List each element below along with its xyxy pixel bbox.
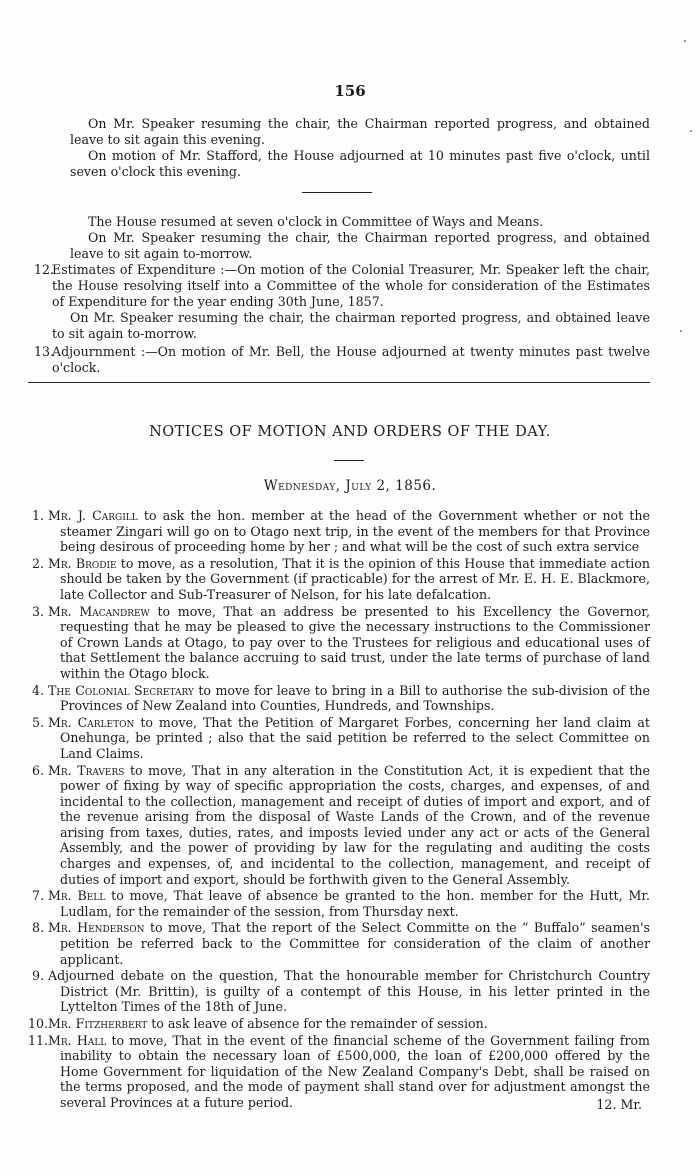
notice-text xyxy=(48,556,650,603)
notice-item xyxy=(28,683,650,714)
sitting-date: Wednesday, July 2, 1856. xyxy=(263,478,437,494)
notice-number: 5. xyxy=(31,714,44,730)
proceedings-part-2 xyxy=(70,214,650,262)
notice-item xyxy=(28,556,650,603)
notice-body: Adjourned debate on the question, That the honourable member for Christchurch Country District (Mr. Brittin), is guilty of a contempt of this House, in his letter printed in the Lyttelton Times of the 18th of June. xyxy=(48,968,650,1015)
notice-item xyxy=(28,763,650,888)
notice-item xyxy=(28,715,650,762)
notice-mover: Mr. Travers xyxy=(48,762,125,778)
section-divider xyxy=(28,382,650,383)
notice-text xyxy=(48,508,650,555)
notice-body: to ask the hon. member at the head of the Government whether or not the steamer Zingari will go on to Otago next trip, in the event of the members for that Province being desirous of proceeding home by her ; and what will be the cost of such extra service xyxy=(60,508,650,555)
scan-speck xyxy=(680,330,682,332)
notice-mover: Mr. Hall xyxy=(48,1032,107,1048)
notice-text xyxy=(48,683,650,714)
notice-text xyxy=(48,1033,650,1111)
notices-list xyxy=(28,508,650,1112)
notice-mover: Mr. Macandrew xyxy=(48,603,150,619)
notice-mover: Mr. Henderson xyxy=(48,920,145,936)
notice-number: 3. xyxy=(31,603,44,619)
notice-number: 10. xyxy=(28,1016,49,1031)
notice-body: to move, That the report of the Select Committe on the “ Buffalo” seamen's petition be referred back to the Committee for consideration of the claim of another applicant. xyxy=(60,920,650,967)
notice-text xyxy=(48,763,650,888)
notice-item xyxy=(28,968,650,1015)
proceedings-part-1 xyxy=(70,116,650,180)
notice-item xyxy=(28,604,650,682)
notice-mover: The Colonial Secretary xyxy=(48,682,194,698)
notice-number: 9. xyxy=(31,968,44,984)
proceedings-paragraph: The House resumed at seven o'clock in Committee of Ways and Means. xyxy=(88,214,544,229)
item-text: Adjournment :—On motion of Mr. Bell, the House adjourned at twenty minutes past twelve o'clock. xyxy=(52,344,650,375)
notice-item xyxy=(28,920,650,967)
catchword: 12. Mr. xyxy=(596,1097,642,1112)
proceedings-paragraph: On Mr. Speaker resuming the chair, the Chairman reported progress, and obtained leave to sit again this evening. xyxy=(70,116,650,147)
notice-body: to ask leave of absence for the remainder of session. xyxy=(147,1016,488,1031)
notice-body: to move, That the Petition of Margaret Forbes, concerning her land claim at Onehunga, be printed ; also that the said petition be referred to the select Committee on Land Claims. xyxy=(60,714,650,761)
notice-text xyxy=(48,604,650,682)
notice-mover: Mr. J. Cargill xyxy=(48,508,138,523)
notice-mover: Mr. Carleton xyxy=(48,714,135,730)
notice-body: to move, as a resolution, That it is the opinion of this House that immediate action should be taken by the Government (if practicable) for the arrest of Mr. E. H. E. Blackmore, late Collector and Sub-Treasurer of Nelson, for his late defalcation. xyxy=(60,555,650,602)
notice-item xyxy=(28,1016,650,1032)
notice-body: to move for leave to bring in a Bill to authorise the sub-division of the Provinces of New Zealand into Counties, Hundreds, and Townships. xyxy=(60,682,650,714)
section-rule xyxy=(302,192,372,193)
notice-number: 6. xyxy=(31,762,44,778)
notices-heading: NOTICES OF MOTION AND ORDERS OF THE DAY. xyxy=(149,424,551,440)
notice-number: 7. xyxy=(31,888,44,904)
notice-text xyxy=(48,888,650,919)
proceedings-item-12 xyxy=(30,262,650,342)
item-followup: On Mr. Speaker resuming the chair, the chairman reported progress, and obtained leave to sit again to-morrow. xyxy=(52,310,650,341)
proceedings-paragraph: On Mr. Speaker resuming the chair, the Chairman reported progress, and obtained leave to sit again to-morrow. xyxy=(70,230,650,261)
notice-text xyxy=(48,1016,650,1032)
scan-speck xyxy=(690,130,692,132)
proceedings-item-13 xyxy=(30,344,650,376)
notice-number: 11. xyxy=(28,1032,49,1048)
notice-number: 8. xyxy=(31,920,44,936)
proceedings-paragraph: On motion of Mr. Stafford, the House adjourned at 10 minutes past five o'clock, until seven o'clock this evening. xyxy=(70,148,650,179)
notice-body: to move, That an address be presented to his Excellency the Governor, requesting that he may be pleased to give the necessary instructions to the Commissioner of Crown Lands at Otago, to pay over to the Trustees for religious and educational uses of that Settlement the balance accruing to said trust, under the late terms of purchase of land within the Otago block. xyxy=(60,603,650,681)
notice-item xyxy=(28,1033,650,1111)
scan-speck xyxy=(684,40,686,42)
notice-text xyxy=(48,715,650,762)
heading-rule xyxy=(334,460,364,461)
item-text: Estimates of Expenditure :—On motion of the Colonial Treasurer, Mr. Speaker left the chair, the House resolving itself into a Committee of the whole for consideration of the Estimates of Expenditure for the year ending 30th June, 1857. xyxy=(52,262,650,309)
notice-body: to move, That leave of absence be granted to the hon. member for the Hutt, Mr. Ludlam, for the remainder of the session, from Thursday next. xyxy=(60,888,650,919)
notice-item xyxy=(28,508,650,555)
notice-number: 1. xyxy=(31,508,44,523)
page-number: 156 xyxy=(334,82,366,100)
notice-mover: Mr. Bell xyxy=(48,888,106,904)
item-number: 12. xyxy=(33,262,54,277)
notice-mover: Mr. Fitzherbert xyxy=(48,1016,148,1031)
item-number: 13. xyxy=(33,344,54,359)
notice-number: 2. xyxy=(31,555,44,571)
notice-body: to move, That in any alteration in the Constitution Act, it is expedient that the power of fixing by way of specific appropriation the costs, charges, and expenses, of and incidental to the collection, management and receipt of duties of import and export, and of the revenue arising from the disposal of Waste Lands of the Crown, and of the revenue arising from taxes, duties, rates, and imposts levied under any act or acts of the General Assembly, and the power of providing by law for the regulating and auditing the costs charges and expenses, of, and incidental to the collection, management, and receipt of duties of import and export, should be forthwith given to the General Assembly. xyxy=(60,762,651,887)
notice-text xyxy=(48,968,650,1015)
notice-text xyxy=(48,920,650,967)
notice-item xyxy=(28,888,650,919)
proceedings-items xyxy=(30,262,650,376)
notice-body: to move, That in the event of the financial scheme of the Government failing from inability to obtain the necessary loan of £500,000, the loan of £200,000 offered by the Home Government for liquidation of the New Zealand Company's Debt, shall be raised on the terms proposed, and the mode of payment shall stand over for adjustment amongst the several Provinces at a future period. xyxy=(60,1032,650,1110)
notice-mover: Mr. Brodie xyxy=(48,555,117,571)
notice-number: 4. xyxy=(31,682,44,698)
